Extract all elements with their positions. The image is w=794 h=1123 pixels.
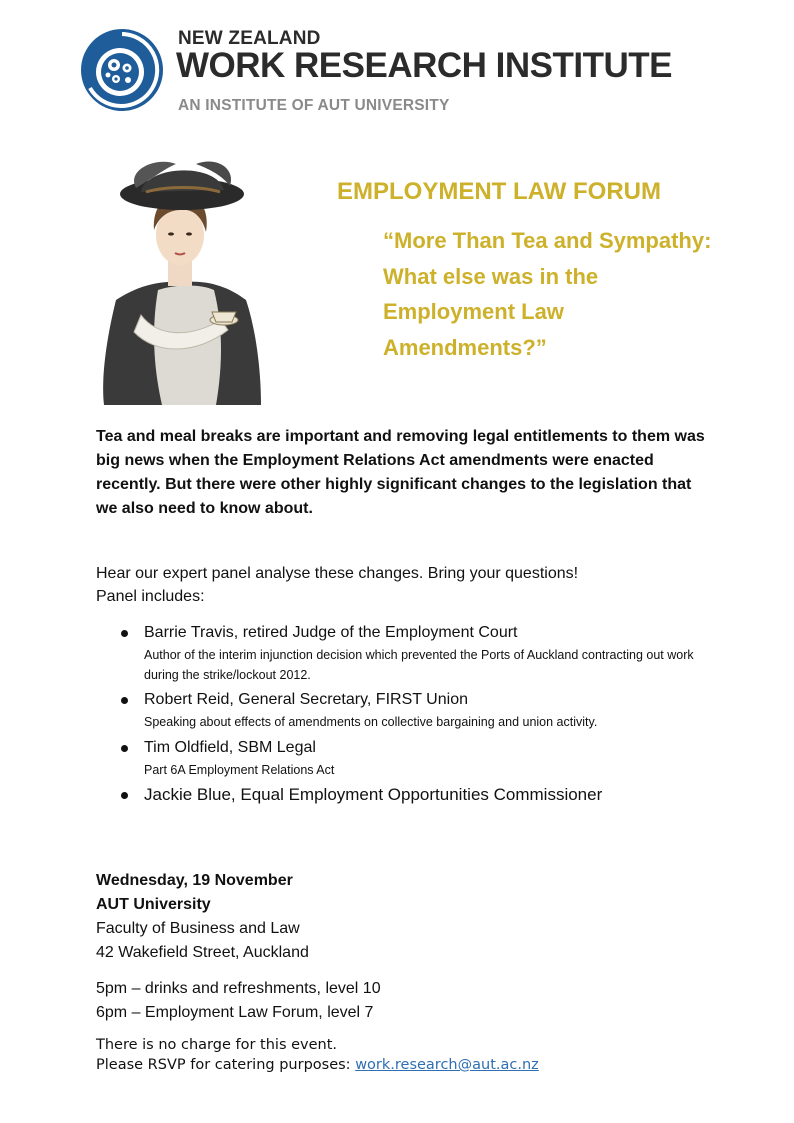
bullet-icon [121, 697, 128, 704]
list-item [118, 688, 718, 732]
venue-address: 42 Wakefield Street, Auckland [96, 944, 309, 961]
org-country: NEW ZEALAND [178, 28, 321, 49]
panelist-note: Part 6A Employment Relations Act [144, 763, 335, 777]
institute-logo [80, 28, 164, 112]
koru-logo-icon [80, 28, 164, 112]
bullet-icon [121, 792, 128, 799]
tea-lady-illustration [96, 150, 266, 405]
intro-paragraph: Tea and meal breaks are important and removing legal entitlements to them was big news when the Employment Relations Act amendments were enacted recently. But there were other highly significant changes to the legislation that we also need to know about. [96, 428, 705, 517]
event-title: EMPLOYMENT LAW FORUM [337, 178, 661, 205]
bullet-icon [121, 745, 128, 752]
event-date: Wednesday, 19 November [96, 872, 293, 889]
panelist-note: Speaking about effects of amendments on collective bargaining and union activity. [144, 715, 598, 729]
panelist-name: Robert Reid, General Secretary, FIRST Union [144, 691, 468, 708]
schedule-item-drinks: 5pm – drinks and refreshments, level 10 [96, 980, 381, 997]
list-item [118, 736, 718, 780]
charge-note: There is no charge for this event. [96, 1037, 338, 1053]
bullet-icon [121, 630, 128, 637]
event-subtitle: “More Than Tea and Sympathy: What else was in the Employment Law Amendments?” [383, 228, 712, 360]
schedule-item-forum: 6pm – Employment Law Forum, level 7 [96, 1004, 374, 1021]
panelist-note: Author of the interim injunction decision which prevented the Ports of Auckland contracting out work during the strike/lockout 2012. [144, 648, 694, 682]
panelist-name: Barrie Travis, retired Judge of the Employment Court [144, 624, 518, 641]
panelist-name: Jackie Blue, Equal Employment Opportunities Commissioner [144, 785, 603, 804]
panel-label: Panel includes: [96, 588, 205, 605]
panelist-name: Tim Oldfield, SBM Legal [144, 739, 316, 756]
venue-name: AUT University [96, 896, 211, 913]
list-item [118, 621, 718, 685]
rsvp-prefix: Please RSVP for catering purposes: [96, 1057, 356, 1073]
panel-list [118, 621, 718, 807]
tea-lady-icon [96, 150, 266, 405]
rsvp-email-link[interactable]: work.research@aut.ac.nz [355, 1057, 539, 1073]
org-affiliation: AN INSTITUTE OF AUT UNIVERSITY [178, 97, 450, 114]
venue-faculty: Faculty of Business and Law [96, 920, 300, 937]
panel-intro: Hear our expert panel analyse these changes. Bring your questions! [96, 565, 579, 582]
list-item [118, 783, 718, 807]
org-name: WORK RESEARCH INSTITUTE [176, 46, 672, 85]
rsvp-line [96, 1055, 539, 1075]
